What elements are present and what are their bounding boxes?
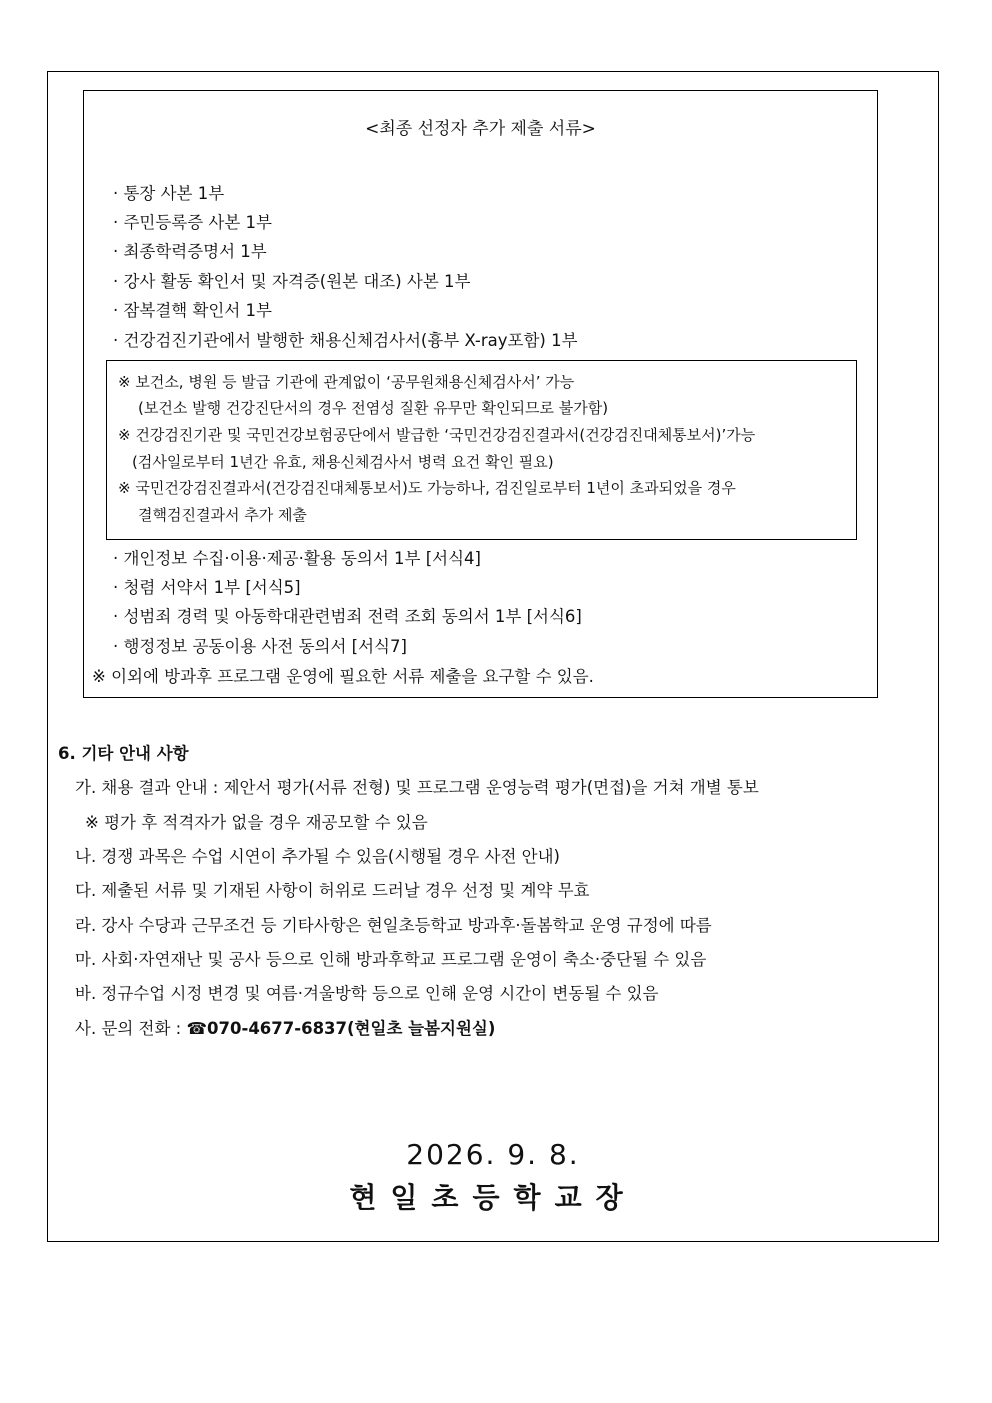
doc-item-integrity-pledge: · 청렴 서약서 1부 [서식5] <box>113 578 301 597</box>
issuer-name: 현일초등학교장 <box>349 1181 637 1214</box>
document-date: 2026. 9. 8. <box>406 1138 580 1171</box>
doc-item-admin-info: · 행정정보 공동이용 사전 동의서 [서식7] <box>113 637 407 656</box>
note-line: ※ 보건소, 병원 등 발급 기관에 관계없이 ‘공무원채용신체검사서’ 가능 <box>118 373 575 391</box>
info-item-ra: 라. 강사 수당과 근무조건 등 기타사항은 현일초등학교 방과후·돌봄학교 운영 규정에 따름 <box>75 916 712 935</box>
info-item-ga: 가. 채용 결과 안내 : 제안서 평가(서류 전형) 및 프로그램 운영능력 평가(면접)을 거쳐 개별 통보 <box>75 778 759 797</box>
note-line: ※ 건강검진기관 및 국민건강보험공단에서 발급한 ‘국민건강검진결과서(건강검진대체통보서)’가능 <box>118 426 756 444</box>
info-item-ma: 마. 사회·자연재난 및 공사 등으로 인해 방과후학교 프로그램 운영이 축소·중단될 수 있음 <box>75 950 707 969</box>
doc-item-health-check: · 건강검진기관에서 발행한 채용신체검사서(흉부 X-ray포함) 1부 <box>113 331 578 350</box>
documents-footnote: ※ 이외에 방과후 프로그램 운영에 필요한 서류 제출을 요구할 수 있음. <box>92 667 594 686</box>
note-line: (검사일로부터 1년간 유효, 채용신체검사서 병력 요건 확인 필요) <box>132 453 554 471</box>
contact-label: 사. 문의 전화 : <box>75 1019 187 1038</box>
doc-item-id-card: · 주민등록증 사본 1부 <box>113 213 272 232</box>
note-line: ※ 국민건강검진결과서(건강검진대체통보서)도 가능하나, 검진일로부터 1년이 초과되었을 경우 <box>118 479 736 497</box>
section-6-title: 6. 기타 안내 사항 <box>58 744 189 763</box>
doc-item-education: · 최종학력증명서 1부 <box>113 242 267 261</box>
info-item-da: 다. 제출된 서류 및 기재된 사항이 허위로 드러날 경우 선정 및 계약 무효 <box>75 881 590 900</box>
info-item-na: 나. 경쟁 과목은 수업 시연이 추가될 수 있음(시행될 경우 사전 안내) <box>75 847 560 866</box>
note-line: (보건소 발행 건강진단서의 경우 전염성 질환 유무만 확인되므로 불가함) <box>138 399 609 417</box>
info-item-ga-note: ※ 평가 후 적격자가 없을 경우 재공모할 수 있음 <box>85 813 428 832</box>
doc-item-privacy-consent: · 개인정보 수집·이용·제공·활용 동의서 1부 [서식4] <box>113 549 481 568</box>
doc-item-career: · 강사 활동 확인서 및 자격증(원본 대조) 사본 1부 <box>113 272 471 291</box>
doc-item-tb-check: · 잠복결핵 확인서 1부 <box>113 301 272 320</box>
note-line: 결핵검진결과서 추가 제출 <box>138 506 307 524</box>
final-documents-title: <최종 선정자 추가 제출 서류> <box>365 119 596 139</box>
doc-item-crime-check: · 성범죄 경력 및 아동학대관련범죄 전력 조회 동의서 1부 [서식6] <box>113 607 582 626</box>
info-item-contact <box>75 1018 495 1040</box>
info-item-ba: 바. 정규수업 시정 변경 및 여름·겨울방학 등으로 인해 운영 시간이 변동될 수 있음 <box>75 984 659 1003</box>
doc-item-bankbook: · 통장 사본 1부 <box>113 184 225 203</box>
contact-phone: ☎070-4677-6837(현일초 늘봄지원실) <box>186 1019 496 1038</box>
